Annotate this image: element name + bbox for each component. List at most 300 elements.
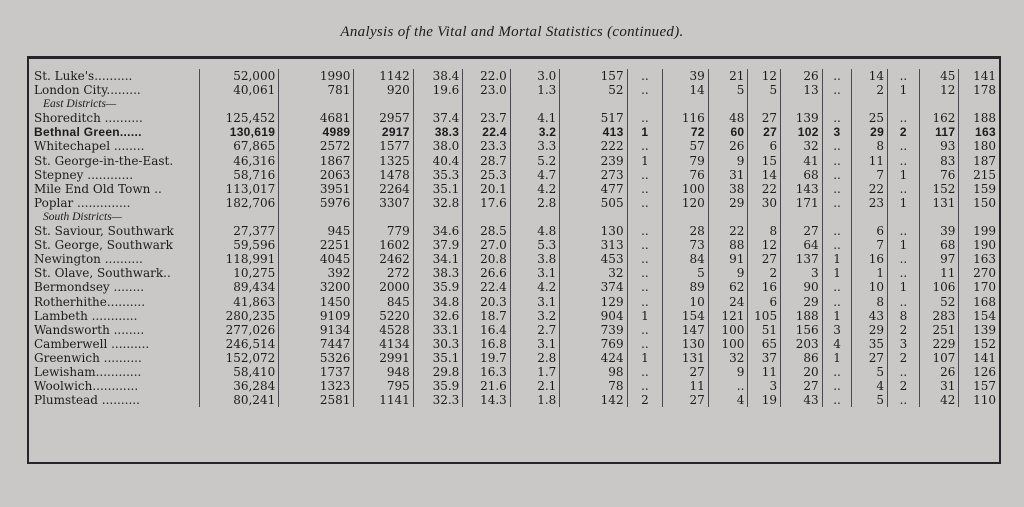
table-cell: .. (888, 266, 920, 280)
table-cell: 10 (663, 295, 709, 309)
table-cell: 2000 (354, 280, 413, 294)
table-cell: 845 (354, 295, 413, 309)
table-cell: 60 (709, 125, 749, 139)
table-cell: 190 (973, 238, 996, 253)
table-cell: 11 (920, 266, 960, 280)
district-name: Bermondsey ........ (29, 280, 200, 294)
table-cell: 35.9 (414, 379, 464, 393)
table-cell: 795 (354, 379, 413, 393)
table-cell: .. (823, 83, 853, 97)
table-cell: 4.1 (511, 111, 561, 125)
table-cell: 22.4 (463, 125, 511, 139)
table-cell: .. (709, 379, 749, 393)
district-name: St. Olave, Southwark.. (29, 266, 200, 280)
table-cell: 270 (973, 266, 996, 281)
table-cell: 2 (888, 351, 920, 365)
table-cell: 23.7 (463, 111, 511, 125)
table-cell: 3.0 (511, 69, 561, 83)
table-cell: 27 (852, 351, 888, 365)
table-cell: 1.3 (511, 83, 561, 97)
table-cell: 29 (709, 196, 749, 210)
empty-cell (279, 97, 354, 111)
table-cell: .. (628, 365, 664, 379)
table-cell: .. (823, 365, 853, 379)
table-cell: 43 (852, 309, 888, 323)
table-cell: 4134 (354, 337, 413, 351)
table-cell: 904 (560, 309, 627, 323)
table-row (29, 125, 999, 139)
table-cell: 29 (781, 295, 823, 309)
table-row (29, 252, 999, 266)
table-cell: 215 (973, 167, 996, 182)
table-cell: 3.8 (511, 252, 561, 266)
table-cell: 129 (560, 295, 627, 309)
table-cell: 178 (973, 83, 996, 98)
table-cell: 1 (888, 196, 920, 210)
empty-cell (511, 210, 560, 224)
table-cell: 27 (781, 379, 823, 393)
table-cell: 24 (709, 295, 749, 309)
table-cell: 1.7 (511, 365, 561, 379)
table-cell: 10,275 (200, 266, 279, 280)
table-cell: .. (888, 224, 920, 238)
table-cell: 23.3 (463, 139, 511, 153)
table-row (29, 393, 999, 407)
table-cell: 84 (663, 252, 709, 266)
table-cell: 188 (973, 111, 996, 126)
table-row (29, 379, 999, 393)
table-row (29, 337, 999, 351)
table-cell: 5.2 (511, 154, 561, 168)
table-row (29, 295, 999, 309)
table-cell: 17.6 (463, 196, 511, 210)
table-cell: 2462 (354, 252, 413, 266)
district-name: Stepney ............ (29, 168, 200, 182)
table-cell: 30.3 (414, 337, 464, 351)
table-cell: 37.9 (414, 238, 464, 252)
table-cell: 91 (709, 252, 749, 266)
table-cell: 152 (920, 182, 960, 196)
empty-cell (354, 97, 413, 111)
table-cell: 273 (560, 168, 627, 182)
table-cell: 4528 (354, 323, 413, 337)
table-cell: 1 (888, 238, 920, 252)
table-cell: 42 (920, 393, 960, 407)
table-cell: .. (823, 182, 853, 196)
table-cell: 36,284 (200, 379, 279, 393)
table-cell: .. (628, 295, 664, 309)
table-cell: 14 (663, 83, 709, 97)
table-cell: 20.1 (463, 182, 511, 196)
table-row (29, 139, 999, 153)
table-cell: 22.4 (463, 280, 511, 294)
table-cell: 16.4 (463, 323, 511, 337)
table-cell: 100 (663, 182, 709, 196)
district-name: St. George-in-the-East. (29, 154, 200, 168)
empty-cell (663, 210, 709, 224)
table-cell: 22.0 (463, 69, 511, 83)
table-cell: 22 (709, 224, 749, 238)
empty-cell (560, 210, 627, 224)
empty-cell (663, 97, 709, 111)
table-cell: 16 (748, 280, 781, 294)
table-cell: 1141 (354, 393, 413, 407)
district-name: London City......... (29, 83, 200, 97)
table-cell: 9109 (279, 309, 354, 323)
table-cell: 453 (560, 252, 627, 266)
table-cell: .. (628, 224, 664, 238)
table-cell: 131 (920, 196, 960, 210)
table-cell: .. (628, 379, 664, 393)
table-cell: 30 (748, 196, 781, 210)
table-cell: 188 (781, 309, 823, 323)
table-cell: .. (888, 182, 920, 196)
table-cell: 38.4 (414, 69, 464, 83)
empty-cell (628, 210, 664, 224)
table-cell: 11 (852, 154, 888, 168)
table-cell: .. (628, 168, 664, 182)
empty-cell (463, 97, 511, 111)
table-cell: 32.6 (414, 309, 464, 323)
table-cell: 5 (852, 393, 888, 407)
table-cell: 19.6 (414, 83, 464, 97)
table-row (29, 196, 999, 210)
empty-cell (888, 210, 920, 224)
table-cell: 239 (560, 154, 627, 168)
table-cell: 392 (279, 266, 354, 280)
table-cell: 32.8 (414, 196, 464, 210)
empty-cell (959, 210, 999, 224)
table-cell: .. (628, 69, 664, 83)
table-cell: 58,410 (200, 365, 279, 379)
table-cell: 3.3 (511, 139, 561, 153)
table-cell: 107 (920, 351, 960, 365)
table-cell: 93 (920, 139, 960, 153)
table-cell: 16 (852, 252, 888, 266)
table-cell: .. (888, 139, 920, 153)
table-cell: 5.3 (511, 238, 561, 252)
table-cell: 8 (852, 295, 888, 309)
table-cell: 89,434 (200, 280, 279, 294)
district-name: Greenwich .......... (29, 351, 200, 365)
table-cell: .. (823, 393, 853, 407)
table-cell: .. (888, 69, 920, 83)
table-cell: .. (888, 365, 920, 379)
table-cell: 88 (709, 238, 749, 252)
table-cell: 182,706 (200, 196, 279, 210)
table-cell: 40.4 (414, 154, 464, 168)
table-cell: 86 (781, 351, 823, 365)
table-cell: 46,316 (200, 154, 279, 168)
table-cell: 8 (888, 309, 920, 323)
table-cell: 283 (920, 309, 960, 323)
table-cell: 1 (888, 168, 920, 182)
table-cell: 21.6 (463, 379, 511, 393)
table-cell: 67,865 (200, 139, 279, 153)
table-cell: 10 (852, 280, 888, 294)
table-cell: 2991 (354, 351, 413, 365)
table-cell: 4 (823, 337, 853, 351)
table-cell: 11 (663, 379, 709, 393)
table-cell: 72 (663, 125, 709, 139)
table-cell: 4.2 (511, 280, 561, 294)
table-cell: 26 (920, 365, 960, 379)
table-cell: 4.8 (511, 224, 561, 238)
table-cell: 141 (973, 69, 996, 83)
table-row (29, 351, 999, 365)
table-cell: 83 (920, 154, 960, 168)
table-cell: 113,017 (200, 182, 279, 196)
empty-cell (200, 97, 279, 111)
table-cell: 2 (852, 83, 888, 97)
table-cell: 2.8 (511, 351, 561, 365)
table-cell: .. (823, 295, 853, 309)
table-cell: 5326 (279, 351, 354, 365)
table-cell: .. (823, 154, 853, 168)
table-cell: 769 (560, 337, 627, 351)
table-cell: 27 (748, 252, 781, 266)
table-cell: 38.3 (414, 266, 464, 280)
table-cell: 14 (748, 168, 781, 182)
table-cell: 26 (781, 69, 823, 83)
table-cell: 38 (709, 182, 749, 196)
table-cell: .. (888, 111, 920, 125)
table-cell: 272 (354, 266, 413, 280)
table-cell: 1325 (354, 154, 413, 168)
table-cell: 12 (748, 238, 781, 252)
empty-cell (560, 97, 627, 111)
table-cell: 38.3 (414, 125, 464, 139)
table-cell: 477 (560, 182, 627, 196)
table-cell: 1 (628, 351, 664, 365)
table-cell: .. (823, 69, 853, 83)
empty-cell (920, 97, 960, 111)
table-cell: 19.7 (463, 351, 511, 365)
table-cell: 26.6 (463, 266, 511, 280)
table-cell: 7 (852, 238, 888, 252)
table-cell: 65 (748, 337, 781, 351)
table-cell: 16.8 (463, 337, 511, 351)
table-cell: 3.1 (511, 337, 561, 351)
table-cell: 9 (709, 154, 749, 168)
table-cell: 110 (973, 393, 996, 408)
table-cell: 16.3 (463, 365, 511, 379)
table-cell: .. (823, 280, 853, 294)
table-cell: 98 (560, 365, 627, 379)
table-cell: 130 (560, 224, 627, 238)
section-heading: East Districts— (29, 97, 200, 111)
table-row (29, 280, 999, 294)
table-cell: 2251 (279, 238, 354, 252)
table-cell: 9 (709, 266, 749, 280)
table-cell: 40,061 (200, 83, 279, 97)
table-cell: 1 (888, 83, 920, 97)
table-cell: 97 (920, 252, 960, 266)
empty-cell (823, 97, 853, 111)
table-cell: 1602 (354, 238, 413, 252)
table-cell: 35 (852, 337, 888, 351)
table-cell: 118,991 (200, 252, 279, 266)
table-row (29, 69, 999, 83)
table-cell: 78 (560, 379, 627, 393)
table-cell: 779 (354, 224, 413, 238)
table-cell: 64 (781, 238, 823, 252)
table-cell: 5 (709, 83, 749, 97)
table-row (29, 365, 999, 379)
table-cell: 51 (748, 323, 781, 337)
table-cell: 1 (628, 154, 664, 168)
table-cell: 19 (748, 393, 781, 407)
table-cell: 2.1 (511, 379, 561, 393)
table-cell: 20.3 (463, 295, 511, 309)
table-cell: 7447 (279, 337, 354, 351)
table-cell: 79 (663, 154, 709, 168)
table-cell: 32 (560, 266, 627, 280)
table-cell: 154 (973, 308, 996, 323)
table-cell: .. (823, 139, 853, 153)
table-cell: 2 (888, 125, 920, 139)
table-cell: 1577 (354, 139, 413, 153)
table-cell: 157 (560, 69, 627, 83)
table-cell: 142 (560, 393, 627, 407)
table-cell: 14 (852, 69, 888, 83)
district-name: Rotherhithe.......... (29, 295, 200, 309)
table-cell: 27 (781, 224, 823, 238)
table-cell: 12 (920, 83, 960, 97)
table-cell: 33.1 (414, 323, 464, 337)
table-cell: 2957 (354, 111, 413, 125)
table-cell: .. (888, 252, 920, 266)
table-cell: 34.1 (414, 252, 464, 266)
table-cell: 23.0 (463, 83, 511, 97)
table-cell: 76 (920, 168, 960, 182)
table-cell: 3951 (279, 182, 354, 196)
table-cell: 152 (973, 336, 996, 351)
empty-cell (920, 210, 960, 224)
table-row (29, 83, 999, 97)
district-name: St. Luke's.......... (29, 69, 200, 83)
table-cell: 76 (663, 168, 709, 182)
table-cell: .. (628, 280, 664, 294)
table-cell: 3200 (279, 280, 354, 294)
empty-cell (748, 210, 781, 224)
statistics-table (27, 56, 1001, 464)
table-cell: 2917 (354, 125, 413, 139)
table-cell: 35.9 (414, 280, 464, 294)
table-cell: 31 (920, 379, 960, 393)
section-heading-row (29, 97, 999, 111)
table-cell: 9134 (279, 323, 354, 337)
empty-cell (463, 210, 511, 224)
table-cell: 22 (852, 182, 888, 196)
table-row (29, 323, 999, 337)
table-cell: .. (628, 196, 664, 210)
empty-cell (748, 97, 781, 111)
table-cell: 6 (852, 224, 888, 238)
table-cell: 2.7 (511, 323, 561, 337)
table-cell: 4681 (279, 111, 354, 125)
table-row (29, 168, 999, 182)
table-cell: 4 (852, 379, 888, 393)
table-cell: 1990 (279, 69, 354, 83)
table-cell: 8 (748, 224, 781, 238)
empty-cell (628, 97, 664, 111)
table-cell: 28.7 (463, 154, 511, 168)
table-cell: 39 (663, 69, 709, 83)
table-cell: 945 (279, 224, 354, 238)
table-cell: 28.5 (463, 224, 511, 238)
district-name: Shoreditch .......... (29, 111, 200, 125)
table-cell: 517 (560, 111, 627, 125)
table-cell: 5 (852, 365, 888, 379)
table-cell: 150 (973, 195, 996, 210)
table-cell: .. (823, 379, 853, 393)
table-cell: 1142 (354, 69, 413, 83)
table-cell: 68 (920, 238, 960, 252)
table-row (29, 238, 999, 252)
table-cell: 57 (663, 139, 709, 153)
empty-cell (781, 210, 823, 224)
table-cell: 1 (823, 351, 853, 365)
table-cell: 27 (748, 125, 781, 139)
table-cell: 505 (560, 196, 627, 210)
table-cell: 28 (663, 224, 709, 238)
table-cell: 1 (852, 266, 888, 280)
table-cell: 35.1 (414, 182, 464, 196)
table-cell: 62 (709, 280, 749, 294)
table-cell: 277,026 (200, 323, 279, 337)
table-row (29, 111, 999, 125)
table-cell: 80,241 (200, 393, 279, 407)
table-cell: 159 (973, 181, 996, 196)
table-cell: 105 (748, 309, 781, 323)
district-name: Poplar .............. (29, 196, 200, 210)
table-cell: 180 (973, 139, 996, 154)
table-cell: 2.8 (511, 196, 561, 210)
table-cell: 15 (748, 154, 781, 168)
district-name: Whitechapel ........ (29, 139, 200, 153)
table-cell: 117 (920, 125, 960, 139)
empty-cell (279, 210, 354, 224)
table-cell: 4.7 (511, 168, 561, 182)
table-cell: .. (628, 266, 664, 280)
table-body (29, 69, 999, 407)
empty-cell (511, 97, 560, 111)
table-cell: 8 (852, 139, 888, 153)
empty-cell (354, 210, 413, 224)
table-cell: 1 (823, 309, 853, 323)
table-cell: 163 (975, 125, 996, 140)
table-cell: .. (628, 323, 664, 337)
table-cell: 89 (663, 280, 709, 294)
table-cell: 52 (560, 83, 627, 97)
table-cell: 5220 (354, 309, 413, 323)
district-name: Camberwell .......... (29, 337, 200, 351)
table-cell: 5976 (279, 196, 354, 210)
empty-cell (823, 210, 853, 224)
table-cell: 3 (748, 379, 781, 393)
table-cell: 251 (920, 323, 960, 337)
table-cell: 34.6 (414, 224, 464, 238)
table-cell: 45 (920, 69, 960, 83)
table-row (29, 154, 999, 168)
district-name: Wandsworth ........ (29, 323, 200, 337)
district-name: Plumstead .......... (29, 393, 200, 407)
table-cell: 32.3 (414, 393, 464, 407)
table-cell: 5 (663, 266, 709, 280)
table-cell: .. (888, 154, 920, 168)
table-cell: .. (628, 238, 664, 252)
